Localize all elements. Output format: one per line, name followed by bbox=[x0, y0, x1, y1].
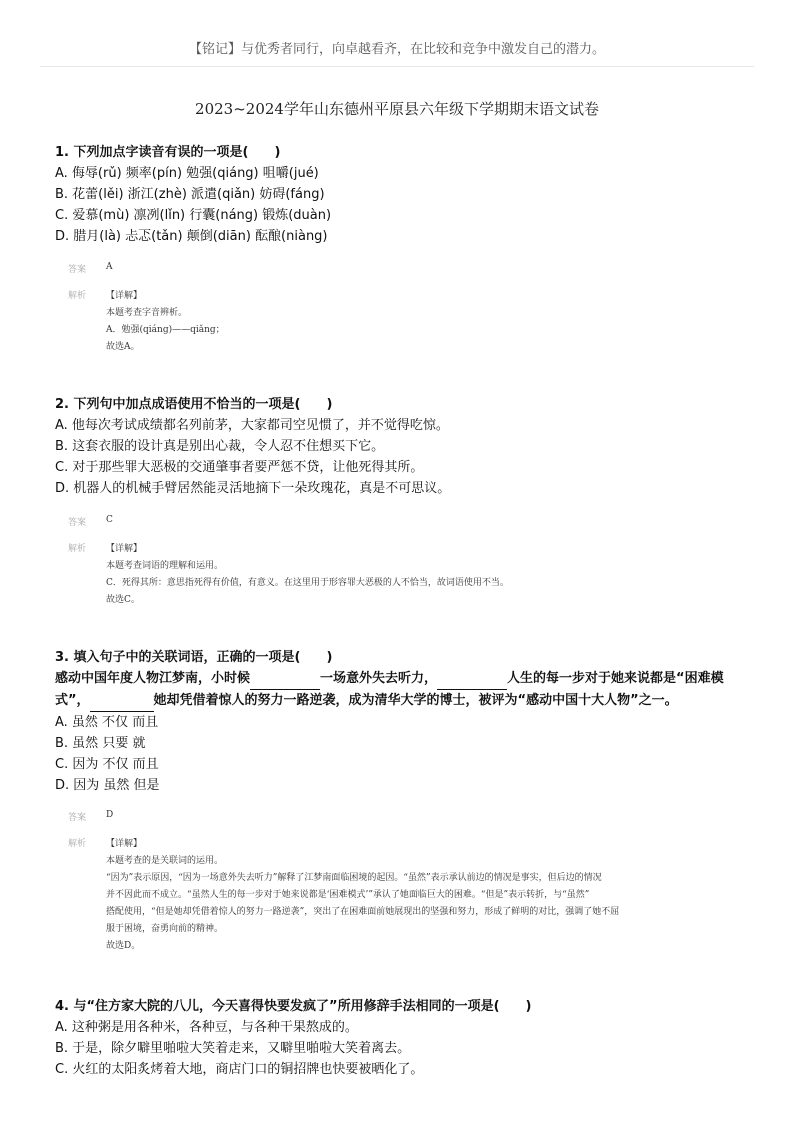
analysis-line: C．死得其所：意思指死得有价值，有意义。在这里用于形容罪大恶极的人不恰当，故词语使用不当。 bbox=[106, 578, 509, 588]
exam-title: 2023~2024学年山东德州平原县六年级下学期期末语文试卷 bbox=[195, 100, 599, 118]
analysis-line: 故选C。 bbox=[106, 595, 140, 605]
analysis-line: 本题考查词语的理解和运用。 bbox=[106, 561, 224, 571]
answer-block-2 bbox=[68, 515, 728, 609]
header-divider bbox=[40, 66, 754, 67]
option-b: B. 花蕾(lěi) 浙江(zhè) 派遣(qiǎn) 妨碍(fáng) bbox=[55, 187, 325, 202]
fill-blank-3 bbox=[90, 690, 154, 712]
analysis-line: 并不因此而不成立。“虽然人生的每一步对于她来说都是‘困难模式’”承认了她面临巨大的困难。“但是”表示转折，与“虽然” bbox=[106, 890, 590, 900]
question-4 bbox=[55, 996, 745, 1080]
question-stem: 3. 填入句子中的关联词语，正确的一项是( ) bbox=[55, 650, 333, 665]
analysis-line: 【详解】 bbox=[106, 544, 143, 554]
option-c: C. 爱慕(mù) 凛冽(lǐn) 行囊(náng) 锻炼(duàn) bbox=[55, 208, 332, 223]
question-2 bbox=[55, 394, 745, 499]
analysis-line: “因为”表示原因，“因为一场意外失去听力”解释了江梦南面临困境的起因。“虽然”表示承认前边的情况是事实，但后边的情况 bbox=[106, 873, 602, 883]
option-a: A. 他每次考试成绩都名列前茅，大家都司空见惯了，并不觉得吃惊。 bbox=[55, 418, 449, 433]
analysis-line: 故选A。 bbox=[106, 342, 140, 352]
analysis-text bbox=[106, 541, 728, 609]
analysis-line: 本题考查字音辨析。 bbox=[106, 308, 188, 318]
option-c: C. 对于那些罪大恶极的交通肇事者要严惩不贷，让他死得其所。 bbox=[55, 460, 424, 475]
question-stem: 4. 与“住方家大院的八儿，今天喜得快要发疯了”所用修辞手法相同的一项是( ) bbox=[55, 999, 532, 1014]
question-3 bbox=[55, 647, 745, 796]
analysis-line: 本题考查的是关联词的运用。 bbox=[106, 856, 224, 866]
analysis-label: 解析 bbox=[68, 544, 87, 554]
analysis-line: 【详解】 bbox=[106, 291, 143, 301]
answer-value: D bbox=[106, 810, 114, 820]
option-d: D. 因为 虽然 但是 bbox=[55, 778, 160, 793]
option-a: A. 侮辱(rǔ) 频率(pín) 勉强(qiáng) 咀嚼(jué) bbox=[55, 166, 319, 181]
option-d: D. 腊月(là) 忐忑(tǎn) 颠倒(diān) 酝酿(niàng) bbox=[55, 229, 328, 244]
analysis-label: 解析 bbox=[68, 291, 87, 301]
option-c: C. 火红的太阳炙烤着大地，商店门口的铜招牌也快要被晒化了。 bbox=[55, 1062, 424, 1077]
answer-block-3 bbox=[68, 810, 728, 955]
passage-text: 一场意外失去听力， bbox=[320, 671, 438, 686]
question-1 bbox=[55, 142, 745, 247]
analysis-line: A．勉强(qiáng)——qiǎng； bbox=[106, 325, 225, 335]
analysis-line: 【详解】 bbox=[106, 839, 143, 849]
passage-text: 她却凭借着惊人的努力一路逆袭，成为清华大学的博士，被评为“感动中国十大人物”之一。 bbox=[153, 693, 678, 708]
passage-text: 感动中国年度人物江梦南，小时候 bbox=[55, 671, 251, 686]
analysis-text bbox=[106, 288, 728, 356]
question-passage bbox=[55, 690, 745, 712]
answer-label: 答案 bbox=[68, 265, 87, 275]
passage-text: 式”， bbox=[55, 693, 90, 708]
analysis-text bbox=[106, 836, 728, 955]
option-b: B. 这套衣服的设计真是别出心裁，令人忍不住想买下它。 bbox=[55, 439, 385, 454]
fill-blank-2 bbox=[437, 668, 507, 690]
option-b: B. 虽然 只要 就 bbox=[55, 736, 146, 751]
answer-block-1 bbox=[68, 262, 728, 356]
question-passage bbox=[55, 668, 745, 690]
analysis-label: 解析 bbox=[68, 839, 87, 849]
answer-value: A bbox=[106, 262, 113, 272]
option-d: D. 机器人的机械手臂居然能灵活地摘下一朵玫瑰花，真是不可思议。 bbox=[55, 481, 451, 496]
option-a: A. 这种粥是用各种米，各种豆，与各种干果熬成的。 bbox=[55, 1020, 358, 1035]
analysis-line: 服于困境，奋勇向前的精神。 bbox=[106, 924, 224, 934]
answer-label: 答案 bbox=[68, 813, 87, 823]
question-stem: 1. 下列加点字读音有误的一项是( ) bbox=[55, 145, 281, 160]
analysis-line: 故选D。 bbox=[106, 941, 141, 951]
answer-label: 答案 bbox=[68, 518, 87, 528]
analysis-line: 搭配使用，“但是她却凭借着惊人的努力一路逆袭”，突出了在困难面前她展现出的坚强和努力，形成了鲜明的对比，强调了她不屈 bbox=[106, 907, 620, 917]
fill-blank-1 bbox=[250, 668, 320, 690]
motto-banner: 【铭记】与优秀者同行，向卓越看齐，在比较和竞争中激发自己的潜力。 bbox=[188, 42, 605, 57]
question-stem: 2. 下列句中加点成语使用不恰当的一项是( ) bbox=[55, 397, 333, 412]
option-b: B. 于是，除夕噼里啪啦大笑着走来，又噼里啪啦大笑着离去。 bbox=[55, 1041, 411, 1056]
option-a: A. 虽然 不仅 而且 bbox=[55, 715, 159, 730]
answer-value: C bbox=[106, 515, 113, 525]
option-c: C. 因为 不仅 而且 bbox=[55, 757, 159, 772]
passage-text: 人生的每一步对于她来说都是“困难模 bbox=[507, 671, 724, 686]
